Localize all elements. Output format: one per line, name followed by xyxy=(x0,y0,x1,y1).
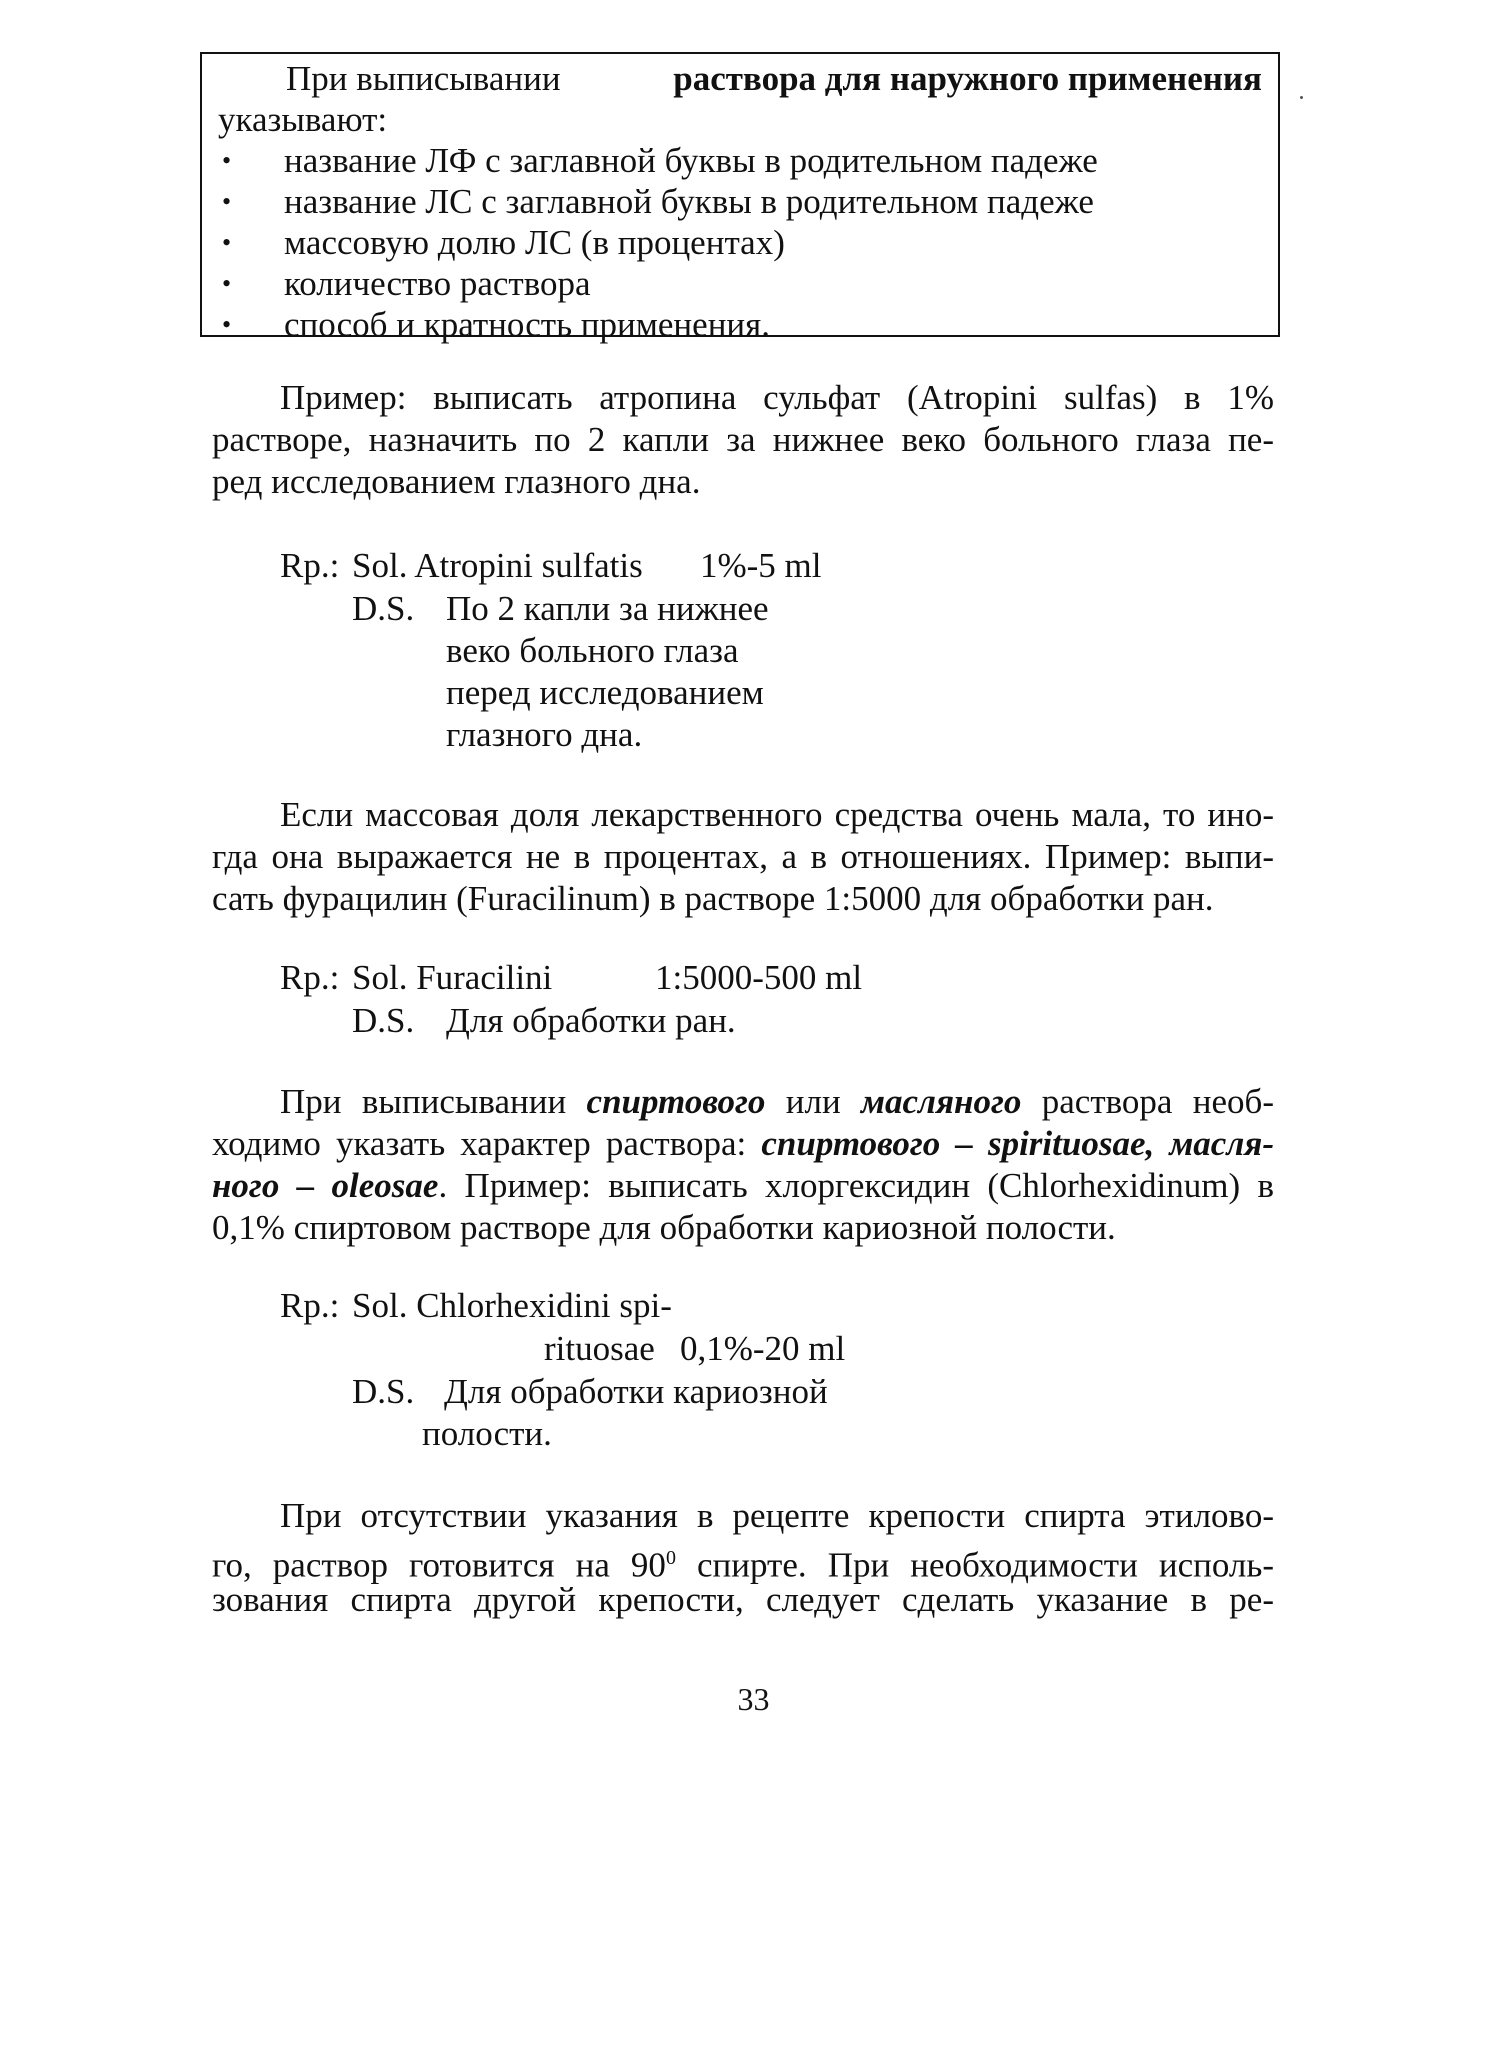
ds-label: D.S. xyxy=(352,1001,415,1040)
rx-drug: Sol. Atropini sulfatis xyxy=(352,546,643,585)
text-run: ходимо указать характер раствора: xyxy=(212,1124,747,1163)
paragraph-line xyxy=(212,1081,1274,1123)
rx-dose: 0,1%-20 ml xyxy=(680,1329,846,1368)
box-item xyxy=(218,140,1262,181)
paragraph-line: сать фурацилин (Furacilinum) в растворе 1:5000 для обработки ран. xyxy=(212,879,1214,918)
rx-label: Rp.: xyxy=(280,958,340,997)
text-run: . Пример: выписать хлоргексидин (Chlorhexidinum) в xyxy=(438,1166,1275,1205)
box-intro-bold: раствора для наружного применения xyxy=(673,59,1262,98)
bullet-icon: • xyxy=(222,187,232,216)
rx-label: Rp.: xyxy=(280,1286,340,1325)
text-run: или xyxy=(785,1082,841,1121)
box-item-text: количество раствора xyxy=(284,264,591,303)
rules-box xyxy=(200,52,1280,344)
example1-paragraph xyxy=(212,377,1274,503)
box-item-text: способ и кратность применения. xyxy=(284,305,771,344)
bullet-icon: • xyxy=(222,269,232,298)
box-item xyxy=(218,222,1262,263)
page-number: 33 xyxy=(737,1681,770,1717)
text-run: спирте. При необходимости исполь- xyxy=(675,1545,1274,1585)
box-item-text: название ЛФ с заглавной буквы в родительном падеже xyxy=(284,141,1098,180)
bullet-icon: • xyxy=(222,310,232,339)
emphasis-run: спиртового xyxy=(586,1082,766,1121)
rx-drug-cont: rituosae xyxy=(544,1329,655,1368)
ds-line: Для обработки ран. xyxy=(446,1001,736,1040)
box-intro-pre: При выписывании xyxy=(286,59,561,98)
ds-line: глазного дна. xyxy=(446,715,643,754)
paragraph-line xyxy=(212,1537,1274,1585)
text-run: раствора необ- xyxy=(1041,1082,1275,1121)
box-item xyxy=(218,181,1262,222)
closing-paragraph xyxy=(212,1495,1274,1621)
ds-line: веко больного глаза xyxy=(446,631,739,670)
emphasis-run: ного – oleosae xyxy=(212,1166,439,1205)
scan-speck xyxy=(1300,96,1303,99)
paragraph-line xyxy=(212,1123,1274,1165)
ds-line: По 2 капли за нижнее xyxy=(446,589,769,628)
paragraph-line: Если массовая доля лекарственного средства очень мала, то ино- xyxy=(280,795,1274,834)
text-run: го, раствор готовится на 90 xyxy=(212,1545,666,1585)
degree-superscript: 0 xyxy=(665,1547,676,1569)
rx-dose: 1:5000-500 ml xyxy=(655,958,863,997)
example2-paragraph xyxy=(212,794,1274,920)
ds-label: D.S. xyxy=(352,1372,415,1411)
paragraph-line: гда она выражается не в процентах, а в отношениях. Пример: выпи- xyxy=(212,837,1274,876)
box-item-text: название ЛС с заглавной буквы в родительном падеже xyxy=(284,182,1094,221)
paragraph-line: растворе, назначить по 2 капли за нижнее веко больного глаза пе- xyxy=(212,420,1274,459)
ds-line: полости. xyxy=(422,1414,552,1453)
ds-label: D.S. xyxy=(352,589,415,628)
bullet-icon: • xyxy=(222,228,232,257)
paragraph-line: ред исследованием глазного дна. xyxy=(212,462,701,501)
box-item-text: массовую долю ЛС (в процентах) xyxy=(284,223,785,262)
emphasis-run: масляного xyxy=(861,1082,1022,1121)
rx-label: Rp.: xyxy=(280,546,340,585)
rx-dose: 1%-5 ml xyxy=(700,546,822,585)
bullet-icon: • xyxy=(222,146,232,175)
paragraph-line: При отсутствии указания в рецепте крепости спирта этилово- xyxy=(280,1496,1274,1535)
ds-line: Для обработки кариозной xyxy=(444,1372,828,1411)
ds-line: перед исследованием xyxy=(446,673,764,712)
paragraph-line: зования спирта другой крепости, следует сделать указание в ре- xyxy=(212,1580,1274,1619)
example3-paragraph xyxy=(212,1081,1274,1249)
box-item xyxy=(218,304,1262,345)
emphasis-run: спиртового – spirituosae, масля- xyxy=(761,1124,1274,1163)
rx-drug: Sol. Furacilini xyxy=(352,958,553,997)
box-item xyxy=(218,263,1262,304)
paragraph-line: Пример: выписать атропина сульфат (Atropini sulfas) в 1% xyxy=(280,378,1274,417)
paragraph-line xyxy=(212,1165,1274,1207)
text-run: При выписывании xyxy=(280,1082,567,1121)
box-intro-post: указывают: xyxy=(218,100,388,139)
box-intro-line xyxy=(218,58,1262,99)
paragraph-line: 0,1% спиртовом растворе для обработки кариозной полости. xyxy=(212,1208,1116,1247)
rx-drug: Sol. Chlorhexidini spi- xyxy=(352,1286,672,1325)
